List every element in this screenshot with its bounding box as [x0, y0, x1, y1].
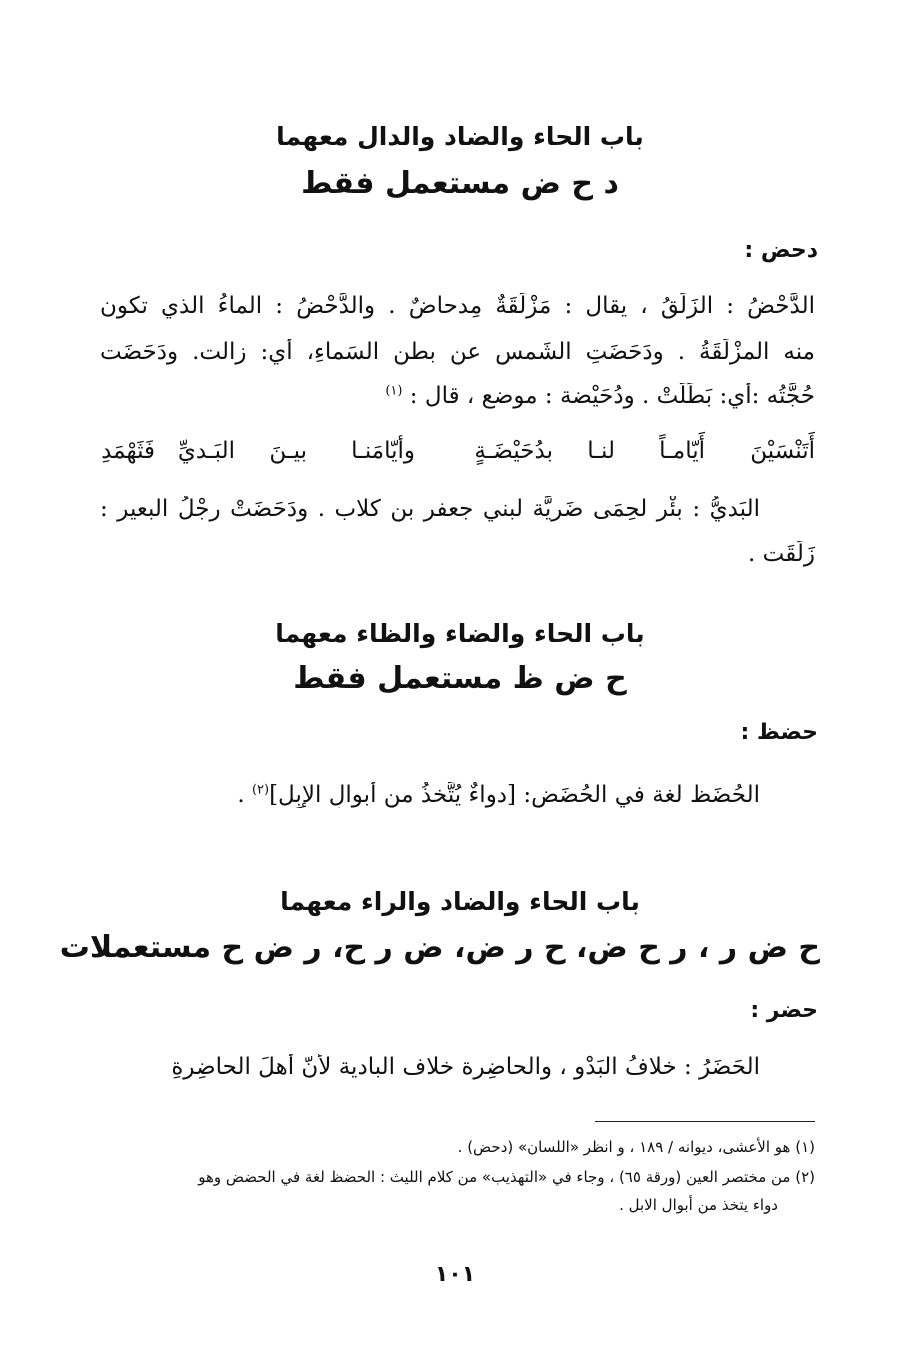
body-line: [100, 383, 815, 409]
body-line: زَلَقَت .: [748, 541, 815, 567]
page-number: ١٠١: [434, 1262, 476, 1287]
verse-word: بيـنَ: [269, 438, 307, 464]
footnote-ref: (١): [385, 383, 403, 399]
section-title: باب الحاء والضاء والظاء معهما: [275, 619, 645, 648]
section-title: باب الحاء والضاد والدال معهما: [276, 122, 644, 151]
verse-word: وأيّامَنـا: [351, 438, 415, 464]
body-text: الحُضَظ لغة في الحُضَض: [دواءٌ يُتَّخذُ من أبوالِ الإبِل]: [269, 782, 760, 808]
verse-word: لنـا: [587, 438, 615, 464]
body-line: [100, 782, 760, 808]
body-line: الدَّحْضُ : الزَلَقُ ، يقال : مَزْلَقَةٌ مِدحاضٌ . والدَّحْضُ : الماءُ الذي تكون: [100, 293, 815, 319]
footnote: (١) هو الأعشى، ديوانه / ١٨٩ ، و انظر «اللسان» (دحض) .: [457, 1138, 815, 1156]
section-subtitle: ح ض ر ، ر ح ض، ح ر ض، ض ر ح، ر ض ح مستعملات: [59, 930, 820, 965]
footnote: دواء يتخذ من أبوال الابل .: [619, 1196, 778, 1214]
body-line: الحَضَرُ : خلافُ البَدْوِ ، والحاضِرة خلاف البادية لأنّ أهلَ الحاضِرةِ: [171, 1054, 760, 1080]
body-text-end: .: [237, 782, 245, 808]
verse-word: أَيّامـاً: [659, 438, 705, 464]
section-subtitle: ح ض ظ مستعمل فقط: [293, 661, 627, 696]
section-title: باب الحاء والضاد والراء معهما: [280, 887, 640, 916]
verse-word: فَثَهْمَدِ: [101, 438, 155, 464]
verse-word: بدُحَيْضَـةٍ: [474, 438, 553, 464]
body-line: منه المزْلَقَةُ . ودَحَضَتِ الشَمس عن بطن السَماءِ، أي: زالت. ودَحَضَت: [100, 339, 815, 365]
poetry-verse: [100, 438, 815, 470]
section-subtitle: د ح ض مستعمل فقط: [301, 166, 619, 201]
footnote: (٢) من مختصر العين (ورقة ٦٥) ، وجاء في «التهذيب» من كلام الليث : الحضظ لغة في الحضض وهو: [198, 1168, 815, 1186]
verse-word: البَـديِّ: [177, 438, 235, 464]
entry-headword: حضظ :: [740, 720, 818, 745]
body-line: البَديُّ : بئْر لحِمَى ضَرِيَّة لبني جعفر بن كلاب . ودَحَضَتْ رِجْلُ البعير :: [100, 496, 760, 522]
entry-headword: حضر :: [750, 998, 818, 1023]
entry-headword: دحض :: [744, 238, 818, 263]
body-text: حُجَّتُه :أي: بَطَلَتْ . ودُحَيْضة : موضع ، قال :: [409, 383, 815, 409]
footnote-ref: (٢): [251, 782, 270, 798]
verse-word: أَتَنْسَيْنَ: [750, 438, 815, 464]
footnote-divider: [595, 1121, 815, 1122]
